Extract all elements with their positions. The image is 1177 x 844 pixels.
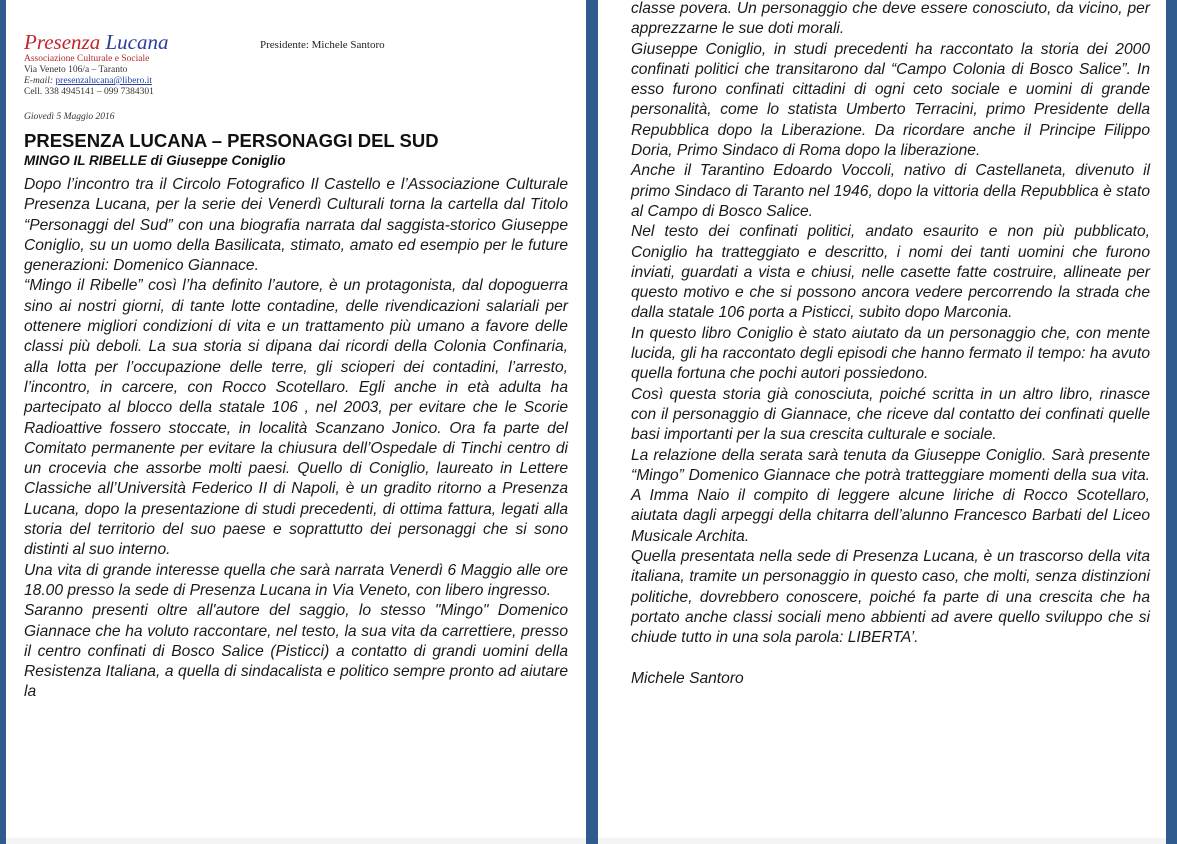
article-body-right: [631, 0, 1150, 649]
email-label: E-mail:: [24, 76, 56, 86]
paragraph: Così questa storia già conosciuta, poiché scritta in un altro libro, rinasce con il personaggio di Giannace, che riceve dal contatto dei confinati quelle basi importanti per la sua crescita culturale e sociale.: [631, 385, 1150, 444]
paragraph: Saranno presenti oltre all'autore del saggio, lo stesso "Mingo" Domenico Giannace che ha voluto raccontare, nel testo, la sua vita da carrettiere, presso il centro confinati di Bosco Salice (Pisticci) a contatto di grandi uomini della Resistenza Italiana, a quella di sindacalista e politico sempre pronto ad aiutare la: [24, 602, 568, 701]
paragraph: Anche il Tarantino Edoardo Voccoli, nativo di Castellaneta, divenuto il primo Sindaco di Taranto nel 1946, dopo la vittoria della Repubblica è stato al Campo di Bosco Salice.: [631, 162, 1150, 220]
paragraph: La relazione della serata sarà tenuta da Giuseppe Coniglio. Sarà presente “Mingo” Domenico Giannace che potrà tratteggiare momenti della sua vita. A Imma Naio il compito di leggere alcune liriche di Rocco Scotellaro, aiutata dagli arpeggi della chitarra dell’alunno Francesco Barbati del Liceo Musicale Archita.: [631, 446, 1150, 545]
logo-part-presenza: Presenza: [24, 30, 101, 54]
paragraph: Una vita di grande interesse quella che sarà narrata Venerdì 6 Maggio alle ore 18.00 presso la sede di Presenza Lucana in Via Veneto, con libero ingresso.: [24, 561, 568, 599]
signature: Michele Santoro: [631, 669, 744, 687]
president-label: Presidente: Michele Santoro: [260, 39, 385, 51]
paragraph: “Mingo il Ribelle” così l’ha definito l’autore, è un protagonista, dal dopoguerra sino ai nostri giorni, di tante lotte contadine, delle rivendicazioni salariali per ottenere migliori condizioni di vita e un trattamento più umano a favore delle classi più deboli. La sua storia si dipana dai ricordi della Colonia Confinaria, alla lotta per l’occupazione delle terre, gli scioperi dei contadini, l’arresto, l’incontro, in carcere, con Rocco Scotellaro. Egli anche in età adulta ha partecipato al blocco della statale 106 , nel 2003, per evitare che le Scorie Radioattive fossero stoccate, in località Scanzano Jonico. Ora fa parte del Comitato permanente per evitare la chiusura dell’Ospedale di Tinchi centro di un crocevia che assorbe molti paesi. Quello di Coniglio, laureato in Lettere Classiche all’Università Federico II di Napoli, è un gradito ritorno a Presenza Lucana, dopo la presentazione di studi precedenti, di ottima fattura, legati alla storia del territorio del suo paese e soprattutto dei personaggi che si sono distinti al suo interno.: [24, 277, 568, 559]
email-line: [24, 76, 568, 87]
document-page-left: [6, 0, 586, 838]
right-frame-strip: [1166, 0, 1177, 844]
paragraph: Nel testo dei confinati politici, andato esaurito e non più pubblicato, Coniglio ha tratteggiato e descritto, i nomi dei tanti uomini che furono inviati, guardati a vista e chiusi, nelle casette fatte costruire, allineate per questo motivo e che si possono ancora vedere percorrendo la strada che dalla statale 106 porta a Pisticci, subito dopo Marconia.: [631, 223, 1150, 322]
address-label: Via Veneto 106/a – Taranto: [24, 65, 128, 75]
association-label: Associazione Culturale e Sociale: [24, 54, 150, 64]
article-title: PRESENZA LUCANA – PERSONAGGI DEL SUD: [24, 130, 439, 151]
paragraph: Dopo l’incontro tra il Circolo Fotografico Il Castello e l’Associazione Culturale Presenza Lucana, per la serie dei Venerdì Culturali torna la cartella dal Titolo “Personaggi del Sud” con una biografia narrata dal saggista-storico Giuseppe Coniglio, su un uomo della Basilicata, stimato, amato ed esempio per le future generazioni: Domenico Giannace.: [24, 176, 568, 275]
paragraph: classe povera. Un personaggio che deve essere conosciuto, da vicino, per apprezzarne le sue doti morali.: [631, 0, 1150, 38]
document-page-right: [598, 0, 1166, 838]
article-subtitle: MINGO IL RIBELLE di Giuseppe Coniglio: [24, 153, 286, 168]
paragraph: In questo libro Coniglio è stato aiutato da un personaggio che, con mente lucida, gli ha raccontato degli episodi che hanno fermato il tempo: ha avuto quella fortuna che pochi autori possiedono.: [631, 324, 1150, 383]
document-date: Giovedì 5 Maggio 2016: [24, 112, 115, 122]
paragraph: Quella presentata nella sede di Presenza Lucana, è un trascorso della vita italiana, tramite un personaggio in questo caso, che molti, senza distinzioni politiche, dovrebbero conoscere, poiché fa parte di una crescita che ha portato anche classi sociali meno abbienti ad avere quello sviluppo che si chiude tutto in una sola parola: LIBERTA’.: [631, 548, 1150, 647]
paragraph: Giuseppe Coniglio, in studi precedenti ha raccontato la storia dei 2000 confinati politici che transitarono dal “Campo Colonia di Bosco Salice”. In esso furono confinati cittadini di ogni ceto sociale e uomini di grande personalità, come lo statista Umberto Terracini, primo Presidente della Repubblica dopo la Liberazione. Da ricordare anche il Principe Filippo Doria, Primo Sindaco di Roma dopo la liberazione.: [631, 40, 1150, 160]
letterhead: [24, 30, 568, 120]
email-link[interactable]: presenzalucana@libero.it: [55, 76, 152, 86]
phone-label: Cell. 338 4945141 – 099 7384301: [24, 87, 154, 97]
middle-frame-strip: [586, 0, 598, 844]
logo-part-lucana: Lucana: [105, 30, 169, 54]
article-body-left: [24, 175, 568, 703]
